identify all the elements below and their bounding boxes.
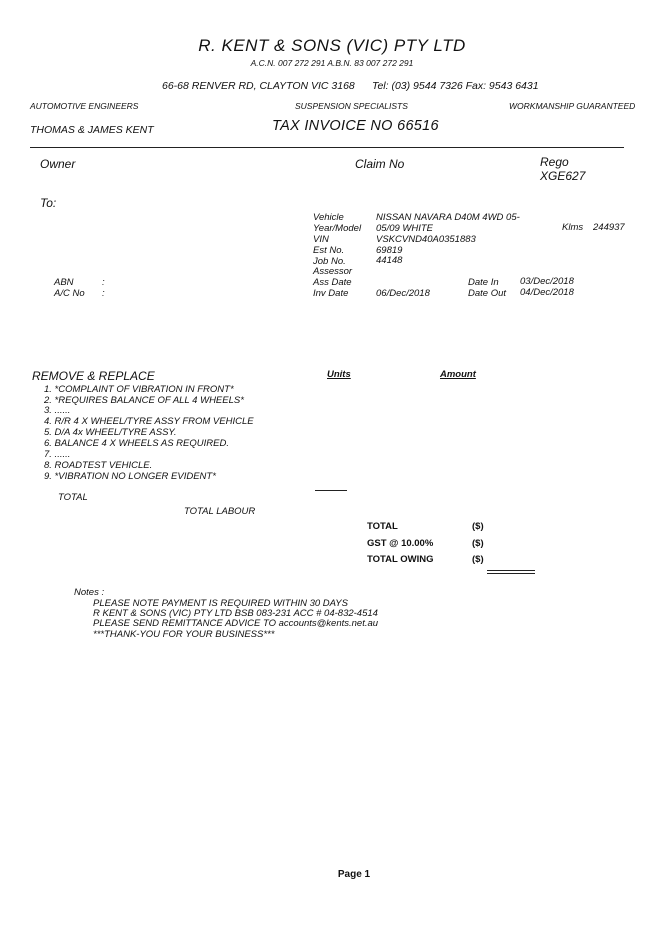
abn-colon: : <box>102 277 105 288</box>
to-label: To: <box>40 196 57 210</box>
tag-suspension: SUSPENSION SPECIALISTS <box>295 101 408 111</box>
date-in-label: Date In <box>468 277 499 288</box>
list-item: 1. *COMPLAINT OF VIBRATION IN FRONT* <box>44 384 234 395</box>
gst-label: GST @ 10.00% <box>367 538 434 549</box>
date-out-value: 04/Dec/2018 <box>520 287 574 298</box>
section-title: REMOVE & REPLACE <box>32 369 155 383</box>
invoice-title: TAX INVOICE NO 66516 <box>272 118 439 134</box>
note-line: R KENT & SONS (VIC) PTY LTD BSB 083-231 ACC # 04-832-4514 <box>93 608 378 619</box>
vin-value: VSKCVND40A0351883 <box>376 234 476 245</box>
inv-date-label: Inv Date <box>313 288 349 299</box>
gst-value: ($) <box>472 538 484 549</box>
list-item: 2. *REQUIRES BALANCE OF ALL 4 WHEELS* <box>44 395 244 406</box>
vehicle-value: NISSAN NAVARA D40M 4WD 05- <box>376 212 520 223</box>
est-no-value: 69819 <box>376 245 403 256</box>
company-phone-fax: Tel: (03) 9544 7326 Fax: 9543 6431 <box>372 80 539 92</box>
notes-label: Notes : <box>74 587 105 598</box>
total-label: TOTAL <box>58 492 88 503</box>
list-item: 5. D/A 4x WHEEL/TYRE ASSY. <box>44 427 177 438</box>
year-model-value: 05/09 WHITE <box>376 223 434 234</box>
date-out-label: Date Out <box>468 288 507 299</box>
company-address: 66-68 RENVER RD, CLAYTON VIC 3168 <box>162 80 355 92</box>
tag-workmanship: WORKMANSHIP GUARANTEED <box>509 101 636 111</box>
company-name: R. KENT & SONS (VIC) PTY LTD <box>198 36 466 55</box>
note-line: ***THANK-YOU FOR YOUR BUSINESS*** <box>93 629 275 640</box>
rego-label: Rego <box>540 155 569 169</box>
job-no-value: 44148 <box>376 255 403 266</box>
date-in-value: 03/Dec/2018 <box>520 276 574 287</box>
amount-header: Amount <box>440 369 476 380</box>
note-line: PLEASE NOTE PAYMENT IS REQUIRED WITHIN 30 DAYS <box>93 598 348 609</box>
units-header: Units <box>327 369 351 380</box>
inv-date-value: 06/Dec/2018 <box>376 288 430 299</box>
total-owing-value: ($) <box>472 554 484 565</box>
vin-label: VIN <box>313 234 329 245</box>
page-number: Page 1 <box>337 869 371 880</box>
kms-label: Klms <box>562 222 584 233</box>
note-line: PLEASE SEND REMITTANCE ADVICE TO accounts@kents.net.au <box>93 618 379 629</box>
units-underline <box>315 490 347 491</box>
assessor-label: Assessor <box>313 266 353 277</box>
vehicle-label: Vehicle <box>313 212 344 223</box>
list-item: 7. ...... <box>44 449 71 460</box>
tag-automotive: AUTOMOTIVE ENGINEERS <box>30 101 139 111</box>
list-item: 9. *VIBRATION NO LONGER EVIDENT* <box>44 471 216 482</box>
kms-value: 244937 <box>593 222 625 233</box>
ac-no-colon: : <box>102 288 105 299</box>
total-row-label: TOTAL <box>367 521 398 532</box>
ass-date-label: Ass Date <box>313 277 352 288</box>
abn-label: ABN <box>54 277 74 288</box>
list-item: 6. BALANCE 4 X WHEELS AS REQUIRED. <box>44 438 229 449</box>
job-no-label: Job No. <box>313 256 346 267</box>
rego-value: XGE627 <box>540 169 586 183</box>
company-owners: THOMAS & JAMES KENT <box>30 124 154 136</box>
header-divider <box>30 147 624 148</box>
list-item: 4. R/R 4 X WHEEL/TYRE ASSY FROM VEHICLE <box>44 416 254 427</box>
claim-label: Claim No <box>355 157 405 171</box>
est-no-label: Est No. <box>313 245 345 256</box>
list-item: 3. ...... <box>44 405 71 416</box>
total-owing-label: TOTAL OWING <box>367 554 434 565</box>
total-labour-label: TOTAL LABOUR <box>184 506 256 517</box>
acn-abn: A.C.N. 007 272 291 A.B.N. 83 007 272 291 <box>250 58 414 68</box>
year-model-label: Year/Model <box>313 223 362 234</box>
double-underline <box>487 570 535 574</box>
list-item: 8. ROADTEST VEHICLE. <box>44 460 153 471</box>
ac-no-label: A/C No <box>54 288 85 299</box>
owner-label: Owner <box>40 157 76 171</box>
total-row-value: ($) <box>472 521 484 532</box>
